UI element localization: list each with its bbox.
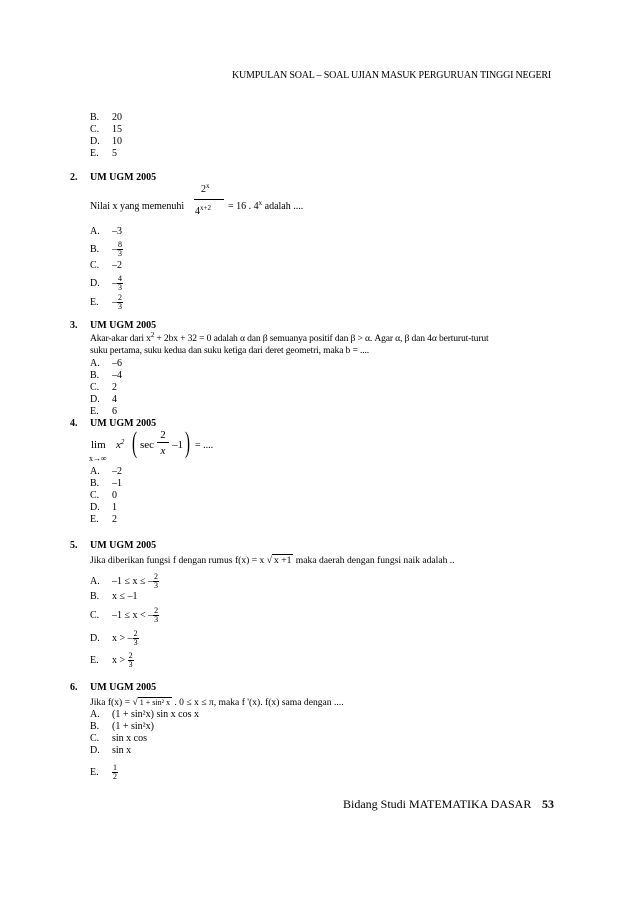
- footer-subject: Bidang Studi MATEMATIKA DASAR: [343, 797, 532, 811]
- q2-fraction-bar: [194, 199, 224, 200]
- option-text: 0: [112, 490, 117, 501]
- option-label: E.: [90, 148, 99, 159]
- q4-left-paren: (: [132, 426, 137, 459]
- option-text: x ≤ –1: [112, 591, 138, 602]
- option-text: 15: [112, 124, 122, 135]
- q3-option-c: [90, 382, 117, 394]
- fraction-numerator: 8: [118, 240, 122, 249]
- option-text: 2: [112, 514, 117, 525]
- option-label: C.: [90, 124, 100, 135]
- option-label: A.: [90, 709, 100, 720]
- q5-title: UM UGM 2005: [90, 540, 157, 551]
- page-number: 53: [542, 797, 554, 811]
- q6-option-d: [90, 745, 131, 757]
- denominator-exponent: x+2: [200, 204, 211, 212]
- option-fraction: [112, 764, 118, 781]
- fraction-numerator: 1: [113, 763, 117, 772]
- q3-number: 3.: [70, 320, 78, 331]
- fraction-denominator: 3: [118, 249, 122, 258]
- q2-fraction-numerator: [201, 184, 210, 196]
- option-label: B.: [90, 370, 100, 381]
- option-fraction: [153, 573, 159, 590]
- option-text: 6: [112, 406, 117, 417]
- option-text: 5: [112, 148, 117, 159]
- q4-sec-numerator: 2: [160, 429, 166, 441]
- option-label: A.: [90, 466, 100, 477]
- q5-number: 5.: [70, 540, 78, 551]
- exponent: 2: [120, 438, 125, 446]
- option-sign: –: [112, 296, 117, 308]
- q4-lim-subscript: x→∞: [89, 454, 107, 463]
- q4-option-d: [90, 502, 117, 514]
- q6-title: UM UGM 2005: [90, 682, 157, 693]
- variable: x: [116, 439, 121, 451]
- q4-minus-one: –1: [172, 439, 183, 451]
- q5-option-a: [90, 573, 159, 590]
- option-label: D.: [90, 136, 100, 147]
- q4-title: UM UGM 2005: [90, 418, 157, 429]
- stem-tail: adalah ....: [264, 201, 304, 212]
- q2-title: UM UGM 2005: [90, 172, 157, 183]
- prev-option-b: [90, 112, 122, 124]
- q4-tail: = ....: [195, 440, 214, 451]
- fraction-denominator: 3: [133, 638, 138, 647]
- q5-option-c: [90, 607, 159, 624]
- q5-option-d: [90, 630, 139, 647]
- option-sign: –: [112, 243, 117, 255]
- option-text: x > –: [112, 632, 133, 644]
- q4-option-a: [90, 466, 122, 478]
- q3-stem-line2: suku pertama, suku kedua dan suku ketiga dari deret geometri, maka b = ....: [90, 345, 369, 356]
- option-label: D.: [90, 745, 100, 756]
- option-text: 4: [112, 394, 117, 405]
- q4-option-c: [90, 490, 117, 502]
- fraction-denominator: 3: [153, 581, 158, 590]
- q5-option-b: [90, 591, 138, 603]
- q4-x-squared: [116, 439, 124, 451]
- option-sign: –: [112, 277, 117, 289]
- option-label: C.: [90, 609, 100, 621]
- option-label: C.: [90, 733, 100, 744]
- option-label: B.: [90, 478, 100, 489]
- q4-lim: lim: [91, 439, 106, 451]
- stem-part: + 2bx + 32 = 0 adalah α dan β semuanya positif dan β > α. Agar α, β dan 4α berturut-turut: [154, 333, 489, 344]
- equation-rhs: = 16 . 4: [228, 201, 259, 212]
- option-label: A.: [90, 575, 100, 587]
- fraction-numerator: 2: [154, 606, 159, 615]
- option-label: C.: [90, 382, 100, 393]
- q4-sec-denominator: x: [160, 445, 166, 457]
- q3-option-b: [90, 370, 122, 382]
- q6-option-c: [90, 733, 147, 745]
- q6-option-b: [90, 721, 154, 733]
- fraction-numerator: 2: [153, 572, 158, 581]
- option-label: D.: [90, 277, 100, 289]
- q2-option-b: [90, 241, 123, 258]
- q2-stem-suffix: [228, 201, 303, 213]
- option-label: B.: [90, 112, 100, 123]
- q6-number: 6.: [70, 682, 78, 693]
- option-text: –6: [112, 358, 122, 369]
- option-text: –2: [112, 466, 122, 477]
- option-label: E.: [90, 406, 99, 417]
- q3-title: UM UGM 2005: [90, 320, 157, 331]
- option-text: 20: [112, 112, 122, 123]
- q2-option-a: [90, 226, 122, 238]
- q4-number: 4.: [70, 418, 78, 429]
- option-label: E.: [90, 296, 99, 308]
- prev-option-c: [90, 124, 122, 136]
- option-label: B.: [90, 591, 100, 602]
- q2-option-e: [90, 294, 123, 311]
- option-label: C.: [90, 490, 100, 501]
- option-label: D.: [90, 394, 100, 405]
- option-label: D.: [90, 632, 100, 644]
- option-fraction: [117, 275, 123, 292]
- q2-number: 2.: [70, 172, 78, 183]
- q3-option-a: [90, 358, 122, 370]
- fraction-denominator: 3: [154, 615, 159, 624]
- option-text: (1 + sin²x): [112, 721, 154, 732]
- option-label: D.: [90, 502, 100, 513]
- q4-right-paren: ): [185, 426, 190, 459]
- q5-option-e: [90, 652, 134, 669]
- option-text: x >: [112, 654, 128, 666]
- option-label: A.: [90, 226, 100, 237]
- q3-option-d: [90, 394, 117, 406]
- option-fraction: [128, 652, 134, 669]
- q2-option-c: [90, 260, 122, 272]
- option-label: E.: [90, 766, 99, 778]
- fraction-denominator: 3: [118, 283, 122, 292]
- option-text: –4: [112, 370, 122, 381]
- q2-option-d: [90, 275, 123, 292]
- q6-stem: Jika f(x) = √ 1 + sin² x . 0 ≤ x ≤ π, maka f '(x). f(x) sama dengan ....: [90, 697, 344, 708]
- q3-stem-line1: [90, 333, 489, 345]
- option-text: 2: [112, 382, 117, 393]
- q5-stem: Jika diberikan fungsi f dengan rumus f(x) = x √ x +1 maka daerah dengan fungsi naik adalah ..: [90, 555, 455, 566]
- fraction-numerator: 2: [128, 651, 133, 660]
- option-label: A.: [90, 358, 100, 369]
- q3-option-e: [90, 406, 117, 418]
- q2-stem-prefix: Nilai x yang memenuhi: [90, 201, 185, 212]
- stem-part: Jika diberikan fungsi f dengan rumus f(x) = x: [90, 555, 265, 566]
- q4-option-b: [90, 478, 122, 490]
- option-text: 10: [112, 136, 122, 147]
- numerator-base: 2: [201, 184, 206, 195]
- q2-fraction-denominator: [195, 206, 211, 218]
- option-fraction: [117, 294, 123, 311]
- denominator-base: 4: [195, 206, 200, 217]
- fraction-denominator: 3: [118, 302, 122, 311]
- option-text: –2: [112, 260, 122, 271]
- option-label: E.: [90, 514, 99, 525]
- option-label: C.: [90, 260, 100, 271]
- option-text: sin x cos: [112, 733, 147, 744]
- sqrt-radicand: x +1: [274, 555, 292, 566]
- option-text: –3: [112, 226, 122, 237]
- numerator-exponent: x: [206, 182, 210, 190]
- option-text: (1 + sin²x) sin x cos x: [112, 709, 199, 720]
- option-fraction: [133, 630, 139, 647]
- option-text: –1 ≤ x < –: [112, 609, 154, 621]
- fraction-numerator: 2: [133, 629, 138, 638]
- option-label: E.: [90, 654, 99, 666]
- fraction-denominator: 3: [128, 660, 133, 669]
- stem-part: Akar-akar dari x: [90, 333, 151, 344]
- fraction-numerator: 2: [118, 293, 122, 302]
- option-text: –1 ≤ x ≤ –: [112, 575, 153, 587]
- option-text: sin x: [112, 745, 132, 756]
- stem-part: maka daerah dengan fungsi naik adalah ..: [293, 555, 455, 566]
- option-fraction: [117, 241, 123, 258]
- page-header: KUMPULAN SOAL – SOAL UJIAN MASUK PERGURUAN TINGGI NEGERI: [232, 70, 551, 81]
- exponent: 2: [150, 331, 155, 339]
- option-text: –1: [112, 478, 122, 489]
- option-label: B.: [90, 243, 100, 255]
- prev-option-d: [90, 136, 122, 148]
- stem-part: Jika f(x) =: [90, 697, 133, 708]
- rhs-exponent: x: [258, 199, 263, 207]
- fraction-numerator: 4: [118, 274, 122, 283]
- q6-option-a: [90, 709, 199, 721]
- q6-option-e: [90, 764, 118, 781]
- sqrt-radicand: 1 + sin² x: [139, 698, 170, 707]
- q4-sec: sec: [140, 439, 155, 451]
- prev-option-e: [90, 148, 117, 160]
- option-label: B.: [90, 721, 100, 732]
- option-fraction: [153, 607, 159, 624]
- stem-part: . 0 ≤ x ≤ π, maka f '(x). f(x) sama dengan ....: [171, 697, 344, 708]
- option-text: 1: [112, 502, 117, 513]
- q4-sec-fraction-bar: [157, 442, 169, 443]
- q4-option-e: [90, 514, 117, 526]
- fraction-denominator: 2: [113, 772, 117, 781]
